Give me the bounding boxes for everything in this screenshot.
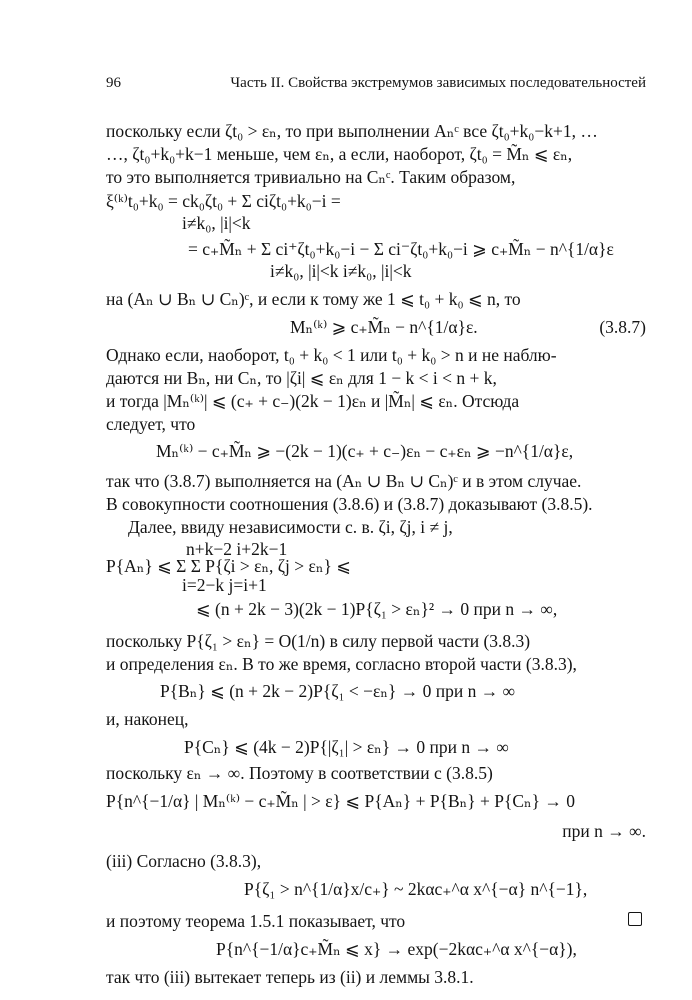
text-line: P{n^{−1/α}c₊M̃ₙ ⩽ x} → exp(−2kαc₊^α x^{−α}), xyxy=(216,939,577,959)
text-line: то это выполняется тривиально на Cₙᶜ. Таким образом, xyxy=(106,167,516,187)
text-line: В совокупности соотношения (3.8.6) и (3.8.7) доказывают (3.8.5). xyxy=(106,494,593,514)
text-line: …, ζt₀+k₀+k−1 меньше, чем εₙ, а если, наоборот, ζt₀ = M̃ₙ ⩽ εₙ, xyxy=(106,144,573,164)
equation-number: (3.8.7) xyxy=(599,317,646,337)
text-line: ⩽ (n + 2k − 3)(2k − 1)P{ζ₁ > εₙ}² → 0 при n → ∞, xyxy=(196,599,558,619)
text-line: и определения εₙ. В то же время, согласно второй части (3.8.3), xyxy=(106,654,577,674)
text-line: так что (iii) вытекает теперь из (ii) и леммы 3.8.1. xyxy=(106,967,474,987)
text-line: поскольку εₙ → ∞. Поэтому в соответствии с (3.8.5) xyxy=(106,763,493,783)
text-line: = c₊M̃ₙ + Σ ci⁺ζt₀+k₀−i − Σ ci⁻ζt₀+k₀−i ⩾ c₊M̃ₙ − n^{1/α}ε xyxy=(188,239,614,259)
running-title: Часть II. Свойства экстремумов зависимых последовательностей xyxy=(230,75,646,91)
text-line: и тогда |Mₙ⁽ᵏ⁾| ⩽ (c₊ + c₋)(2k − 1)εₙ и |M̃ₙ| ⩽ εₙ. Отсюда xyxy=(106,391,520,411)
text-line: P{ζ₁ > n^{1/α}x/c₊} ~ 2kαc₊^α x^{−α} n^{−1}, xyxy=(244,879,588,899)
text-line: P{Aₙ} ⩽ Σ Σ P{ζi > εₙ, ζj > εₙ} ⩽ xyxy=(106,556,351,576)
text-line: P{Cₙ} ⩽ (4k − 2)P{|ζ₁| > εₙ} → 0 при n → ∞ xyxy=(184,737,509,757)
text-line: Далее, ввиду независимости с. в. ζi, ζj, i ≠ j, xyxy=(128,517,453,537)
end-of-proof-box xyxy=(628,912,642,926)
text-line: n+k−2 i+2k−1 xyxy=(186,539,288,559)
text-line: так что (3.8.7) выполняется на (Aₙ ∪ Bₙ ∪ Cₙ)ᶜ и в этом случае. xyxy=(106,471,582,491)
text-line: даются ни Bₙ, ни Cₙ, то |ζi| ⩽ εₙ для 1 − k < i < n + k, xyxy=(106,368,497,388)
text-line: P{Bₙ} ⩽ (n + 2k − 2)P{ζ₁ < −εₙ} → 0 при n → ∞ xyxy=(160,681,516,701)
text-line: Mₙ⁽ᵏ⁾ ⩾ c₊M̃ₙ − n^{1/α}ε. xyxy=(290,317,478,337)
text-line: поскольку если ζt₀ > εₙ, то при выполнении Aₙᶜ все ζt₀+k₀−k+1, … xyxy=(106,121,598,141)
text-line: i≠k₀, |i|<k i≠k₀, |i|<k xyxy=(270,261,412,281)
page-number: 96 xyxy=(106,75,121,91)
text-line: i=2−k j=i+1 xyxy=(182,575,267,595)
text-line: (iii) Согласно (3.8.3), xyxy=(106,851,262,871)
text-line: и, наконец, xyxy=(106,709,189,729)
text-line: P{n^{−1/α} | Mₙ⁽ᵏ⁾ − c₊M̃ₙ | > ε} ⩽ P{Aₙ} + P{Bₙ} + P{Cₙ} → 0 xyxy=(106,791,575,811)
text-line: i≠k₀, |i|<k xyxy=(182,213,251,233)
text-line: и поэтому теорема 1.5.1 показывает, что xyxy=(106,911,406,931)
right-aligned-text: при n → ∞. xyxy=(562,821,646,841)
text-line: Однако если, наоборот, t₀ + k₀ < 1 или t₀ + k₀ > n и не наблю- xyxy=(106,345,557,365)
text-line: следует, что xyxy=(106,414,196,434)
text-line: поскольку P{ζ₁ > εₙ} = O(1/n) в силу первой части (3.8.3) xyxy=(106,631,531,651)
text-line: на (Aₙ ∪ Bₙ ∪ Cₙ)ᶜ, и если к тому же 1 ⩽ t₀ + k₀ ⩽ n, то xyxy=(106,289,521,309)
text-line: ξ⁽ᵏ⁾t₀+k₀ = ck₀ζt₀ + Σ ciζt₀+k₀−i = xyxy=(106,191,341,211)
text-line: Mₙ⁽ᵏ⁾ − c₊M̃ₙ ⩾ −(2k − 1)(c₊ + c₋)εₙ − c₊εₙ ⩾ −n^{1/α}ε, xyxy=(156,441,574,461)
